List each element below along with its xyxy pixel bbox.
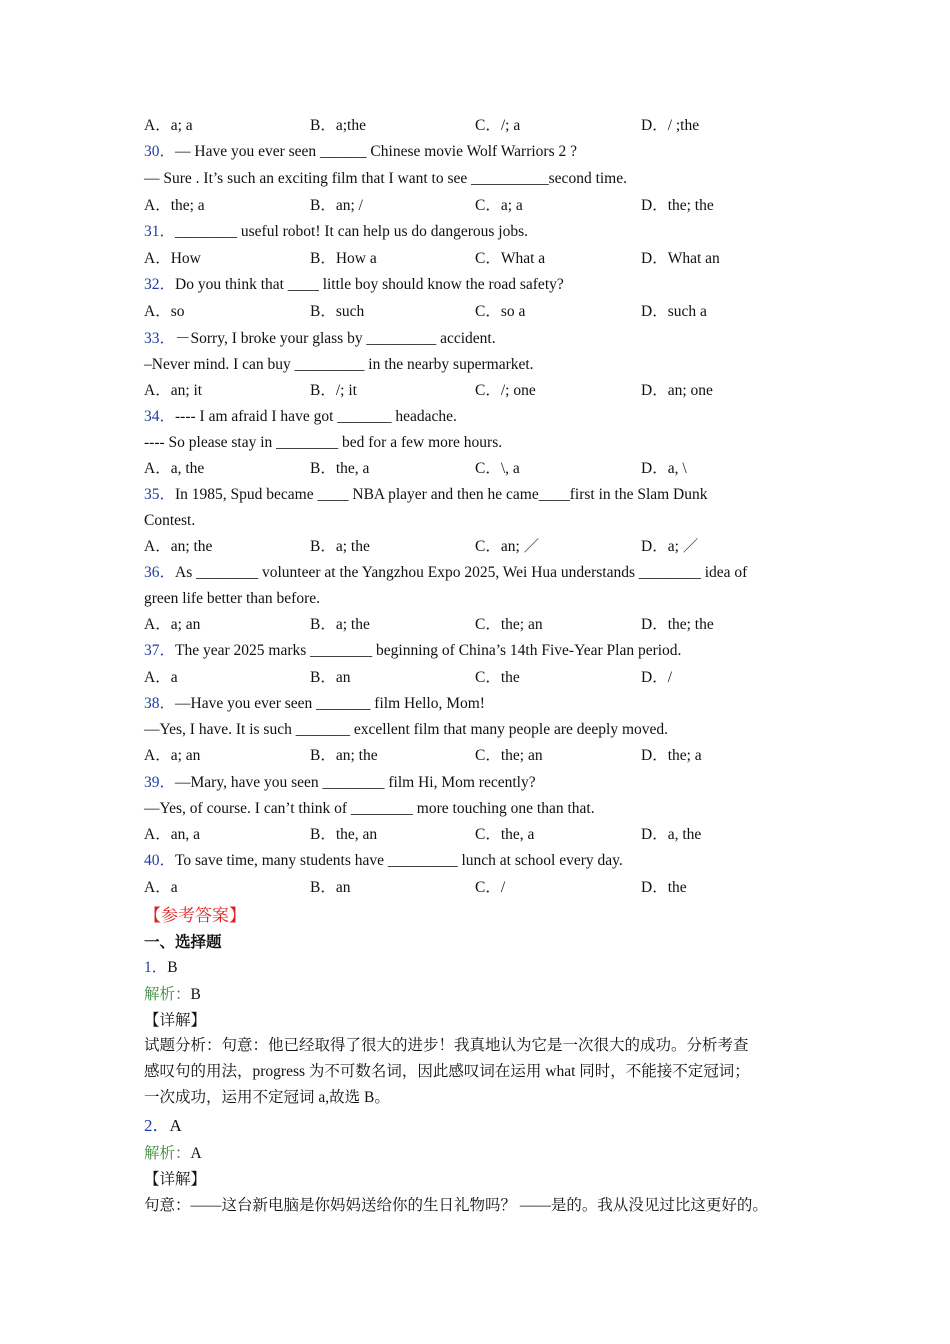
question-text: —Mary, have you seen ________ film Hi, Mom recently? [175,774,536,791]
option-c: C．/ [475,879,506,896]
option-b: B．a;the [310,117,366,134]
option-d: D．/ [641,669,673,686]
option-b: B．How a [310,250,377,267]
question-number: 40． [144,852,176,869]
question-number: 31． [144,223,176,240]
option-d: D．a, the [641,826,702,843]
question-29-options [144,116,844,136]
question-39-stem [144,773,536,793]
option-b: B．a; the [310,616,370,633]
option-c: C．an; ／ [475,538,540,555]
option-c: C．so a [475,303,526,320]
question-text: —Have you ever seen _______ film Hello, Mom! [175,695,485,712]
question-number: 33． [144,330,176,347]
option-a: A．a; an [144,747,201,764]
question-33-options [144,381,844,401]
option-b: B．such [310,303,365,320]
option-a: A．How [144,250,201,267]
option-d: D．/ ;the [641,117,700,134]
jiexi-value: A [190,1145,202,1162]
option-b: B．an; / [310,197,363,214]
question-text: The year 2025 marks ________ beginning of China’s 14th Five-Year Plan period. [175,642,682,659]
question-36-stem [144,563,747,583]
answer-value: B [167,959,178,976]
option-d: D．a, \ [641,460,687,477]
question-number: 37． [144,642,176,659]
option-c: C．the; an [475,616,543,633]
option-b: B．the, a [310,460,370,477]
answer-2-detail-label: 【详解】 [144,1171,207,1188]
question-text: －Sorry, I broke your glass by _________ accident. [175,330,496,347]
option-a: A．a; an [144,616,201,633]
question-33-line-2: –Never mind. I can buy _________ in the nearby supermarket. [144,356,534,373]
question-text: To save time, many students have _________ lunch at school every day. [175,852,623,869]
answer-1-detail-label: 【详解】 [144,1012,207,1029]
option-a: A．the; a [144,197,205,214]
question-number: 36． [144,564,176,581]
question-38-stem [144,694,485,714]
answer-number: 2． [144,1116,170,1135]
option-a: A．an; it [144,382,203,399]
answer-2-detail-line-1: 句意：——这台新电脑是你妈妈送给你的生日礼物吗？ ——是的。我从没见过比这更好的。 [144,1197,768,1214]
option-a: A．a, the [144,460,205,477]
jiexi-label: 解析： [144,1145,191,1162]
question-30-stem [144,142,577,162]
option-c: C．the [475,669,520,686]
question-number: 38． [144,695,176,712]
question-39-line-2: —Yes, of course. I can’t think of ________ more touching one than that. [144,800,595,817]
question-number: 34． [144,408,176,425]
question-text: ________ useful robot! It can help us do dangerous jobs. [175,223,529,240]
question-33-stem [144,329,496,349]
question-30-line-2: — Sure . It’s such an exciting film that I want to see __________second time. [144,170,627,187]
question-30-options [144,196,844,216]
option-a: A．an; the [144,538,213,555]
answer-1-detail-line-3: 一次成功，运用不定冠词 a,故选 B。 [144,1089,390,1106]
option-a: A．a; a [144,117,193,134]
answer-2 [144,1115,182,1137]
option-c: C．\, a [475,460,520,477]
option-c: C．/; a [475,117,521,134]
option-d: D．the; a [641,747,702,764]
question-34-options [144,459,844,479]
option-b: B．a; the [310,538,370,555]
question-31-stem [144,222,528,242]
option-c: C．the; an [475,747,543,764]
answer-value: A [169,1116,182,1135]
question-text: In 1985, Spud became ____ NBA player and then he came____first in the Slam Dunk [175,486,708,503]
question-36-line-2: green life better than before. [144,590,321,607]
option-d: D．the; the [641,197,714,214]
option-d: D．an; one [641,382,713,399]
option-d: D．the; the [641,616,714,633]
option-d: D．such a [641,303,707,320]
answer-1-detail-line-1: 试题分析：句意：他已经取得了很大的进步！我真地认为它是一次很大的成功。分析考查 [144,1037,749,1054]
question-text: — Have you ever seen ______ Chinese movie Wolf Warriors 2 ? [175,143,578,160]
option-a: A．a [144,879,178,896]
question-40-stem [144,851,623,871]
option-c: C．What a [475,250,546,267]
option-d: D．a; ／ [641,538,699,555]
question-text: ---- I am afraid I have got _______ headache. [175,408,457,425]
question-37-options [144,668,844,688]
question-number: 30． [144,143,176,160]
option-b: B．/; it [310,382,357,399]
option-c: C．the, a [475,826,535,843]
option-d: D．the [641,879,687,896]
question-40-options [144,878,844,898]
jiexi-value: B [190,986,201,1003]
question-35-options [144,537,844,557]
option-a: A．so [144,303,185,320]
question-36-options [144,615,844,635]
jiexi-label: 解析： [144,986,191,1003]
question-35-line-2: Contest. [144,512,196,529]
question-32-stem [144,275,564,295]
question-37-stem [144,641,681,661]
question-34-stem [144,407,457,427]
question-31-options [144,249,844,269]
option-a: A．a [144,669,178,686]
option-b: B．the, an [310,826,378,843]
answer-number: 1． [144,959,168,976]
answer-2-jiexi [144,1144,202,1164]
question-number: 35． [144,486,176,503]
question-38-line-2: —Yes, I have. It is such _______ excellent film that many people are deeply moved. [144,721,669,738]
option-b: B．an [310,879,351,896]
answer-1-detail-line-2: 感叹句的用法，progress 为不可数名词，因此感叹词在运用 what 同时，不能接不定冠词； [144,1063,750,1080]
option-a: A．an, a [144,826,200,843]
answer-1 [144,958,178,978]
option-c: C．/; one [475,382,536,399]
option-d: D．What an [641,250,720,267]
section-title: 一、选择题 [144,934,222,951]
option-c: C．a; a [475,197,523,214]
question-34-line-2: ---- So please stay in ________ bed for a few more hours. [144,434,503,451]
option-b: B．an [310,669,351,686]
answer-1-jiexi [144,985,201,1005]
question-text: Do you think that ____ little boy should know the road safety? [175,276,564,293]
question-39-options [144,825,844,845]
question-number: 32． [144,276,176,293]
question-number: 39． [144,774,176,791]
question-38-options [144,746,844,766]
question-text: As ________ volunteer at the Yangzhou Expo 2025, Wei Hua understands ________ idea of [175,564,748,581]
option-b: B．an; the [310,747,378,764]
question-32-options [144,302,844,322]
question-35-stem [144,485,708,505]
answers-heading: 【参考答案】 [144,906,246,925]
